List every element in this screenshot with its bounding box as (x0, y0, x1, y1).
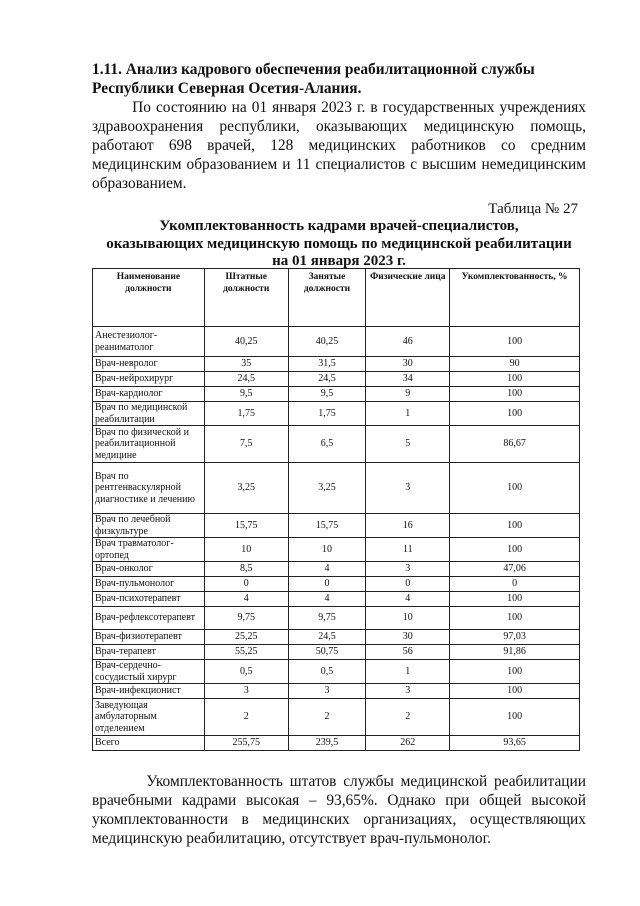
value-cell: 35 (204, 357, 288, 372)
value-cell: 5 (366, 426, 450, 463)
value-cell: 100 (450, 699, 580, 736)
value-cell: 24,5 (288, 372, 366, 387)
position-name-cell: Врач-терапевт (93, 645, 205, 660)
paragraph-line: медицинскую реабилитацию, отсутствует врач-пульмонолог. (92, 830, 492, 847)
value-cell: 8,5 (204, 562, 288, 577)
value-cell: 4 (288, 592, 366, 607)
value-cell: 3 (288, 684, 366, 699)
value-cell: 100 (450, 607, 580, 630)
value-cell: 100 (450, 402, 580, 426)
position-name-cell: Всего (93, 736, 205, 751)
value-cell: 10 (204, 538, 288, 562)
position-name-cell: Врач-невролог (93, 357, 205, 372)
value-cell: 0 (288, 577, 366, 592)
value-cell: 3 (366, 463, 450, 514)
table-row (93, 660, 580, 684)
value-cell: 4 (288, 562, 366, 577)
value-cell: 90 (450, 357, 580, 372)
value-cell: 262 (366, 736, 450, 751)
value-cell: 100 (450, 463, 580, 514)
paragraph-line: медицинским образованием и 11 специалистов с высшим немедицинским (92, 156, 586, 173)
value-cell: 15,75 (288, 514, 366, 538)
table-row (93, 684, 580, 699)
table-row (93, 426, 580, 463)
value-cell: 0 (366, 577, 450, 592)
value-cell: 4 (204, 592, 288, 607)
value-cell: 1 (366, 402, 450, 426)
value-cell: 2 (366, 699, 450, 736)
table-title-line: оказывающих медицинскую помощь по медицинской реабилитации (106, 235, 572, 252)
value-cell: 2 (204, 699, 288, 736)
value-cell: 100 (450, 514, 580, 538)
column-header: Наименование должности (93, 269, 205, 327)
value-cell: 9 (366, 387, 450, 402)
position-name-cell: Врач-психотерапевт (93, 592, 205, 607)
position-name-cell: Заведующая амбулаторным отделением (93, 699, 205, 736)
value-cell: 34 (366, 372, 450, 387)
table-row (93, 372, 580, 387)
position-name-cell: Врач-онколог (93, 562, 205, 577)
section-heading (92, 60, 586, 98)
value-cell: 6,5 (288, 426, 366, 463)
value-cell: 1 (366, 660, 450, 684)
value-cell: 30 (366, 630, 450, 645)
value-cell: 10 (288, 538, 366, 562)
value-cell: 239,5 (288, 736, 366, 751)
column-header: Физические лица (366, 269, 450, 327)
value-cell: 30 (366, 357, 450, 372)
position-name-cell: Врач по медицинской реабилитации (93, 402, 205, 426)
section-heading-line: 1.11. Анализ кадрового обеспечения реабилитационной службы (92, 61, 535, 78)
paragraph-line: образованием. (92, 175, 187, 192)
value-cell: 1,75 (204, 402, 288, 426)
column-header: Занятые должности (288, 269, 366, 327)
table-title-line: Укомплектованность кадрами врачей-специалистов, (159, 218, 519, 234)
value-cell: 0 (450, 577, 580, 592)
value-cell: 55,25 (204, 645, 288, 660)
value-cell: 100 (450, 372, 580, 387)
value-cell: 100 (450, 387, 580, 402)
position-name-cell: Врач-нейрохирург (93, 372, 205, 387)
value-cell: 9,5 (204, 387, 288, 402)
table-row (93, 514, 580, 538)
value-cell: 100 (450, 660, 580, 684)
value-cell: 16 (366, 514, 450, 538)
value-cell: 15,75 (204, 514, 288, 538)
position-name-cell: Врач-рефлексотерапевт (93, 607, 205, 630)
value-cell: 47,06 (450, 562, 580, 577)
table-row (93, 736, 580, 751)
paragraph-line: здравоохранения республики, оказывающих медицинскую помощь, (92, 118, 586, 135)
value-cell: 0 (204, 577, 288, 592)
table-row (93, 327, 580, 357)
value-cell: 11 (366, 538, 450, 562)
value-cell: 2 (288, 699, 366, 736)
value-cell: 9,75 (204, 607, 288, 630)
table-header-row (93, 269, 580, 327)
position-name-cell: Врач-физиотерапевт (93, 630, 205, 645)
table-row (93, 402, 580, 426)
value-cell: 3 (366, 684, 450, 699)
value-cell: 56 (366, 645, 450, 660)
value-cell: 7,5 (204, 426, 288, 463)
value-cell: 46 (366, 327, 450, 357)
value-cell: 3 (204, 684, 288, 699)
position-name-cell: Врач по рентгенваскулярной диагностике и лечению (93, 463, 205, 514)
table-body (93, 327, 580, 751)
table-number: Таблица № 27 (488, 201, 578, 217)
paragraph-line: врачебными кадрами высокая – 93,65%. Однако при общей высокой (92, 792, 586, 809)
section-heading-line: Республики Северная Осетия-Алания. (92, 80, 362, 97)
table-row (93, 387, 580, 402)
value-cell: 9,5 (288, 387, 366, 402)
value-cell: 50,75 (288, 645, 366, 660)
value-cell: 40,25 (204, 327, 288, 357)
position-name-cell: Врач по лечебной физкультуре (93, 514, 205, 538)
position-name-cell: Врач-пульмонолог (93, 577, 205, 592)
paragraph-line: укомплектованности в медицинских организациях, осуществляющих (92, 811, 586, 828)
table-row (93, 357, 580, 372)
table-title-line: на 01 января 2023 г. (272, 253, 406, 269)
table-row (93, 577, 580, 592)
intro-paragraph (92, 98, 586, 193)
value-cell: 3,25 (204, 463, 288, 514)
table-row (93, 645, 580, 660)
value-cell: 3,25 (288, 463, 366, 514)
position-name-cell: Врач-инфекционист (93, 684, 205, 699)
value-cell: 97,03 (450, 630, 580, 645)
column-header: Штатные должности (204, 269, 288, 327)
table-row (93, 592, 580, 607)
position-name-cell: Врач-кардиолог (93, 387, 205, 402)
value-cell: 93,65 (450, 736, 580, 751)
value-cell: 24,5 (288, 630, 366, 645)
value-cell: 100 (450, 592, 580, 607)
value-cell: 3 (366, 562, 450, 577)
value-cell: 100 (450, 538, 580, 562)
table-row (93, 562, 580, 577)
value-cell: 9,75 (288, 607, 366, 630)
value-cell: 86,67 (450, 426, 580, 463)
table-row (93, 463, 580, 514)
table-row (93, 607, 580, 630)
table-title (92, 218, 586, 271)
value-cell: 0,5 (204, 660, 288, 684)
table-row (93, 538, 580, 562)
position-name-cell: Врач травматолог-ортопед (93, 538, 205, 562)
value-cell: 4 (366, 592, 450, 607)
paragraph-line: работают 698 врачей, 128 медицинских работников со средним (92, 137, 586, 154)
table-row (93, 630, 580, 645)
value-cell: 25,25 (204, 630, 288, 645)
value-cell: 10 (366, 607, 450, 630)
table-row (93, 699, 580, 736)
conclusion-paragraph (92, 772, 586, 848)
value-cell: 91,86 (450, 645, 580, 660)
position-name-cell: Врач-сердечно-сосудистый хирург (93, 660, 205, 684)
column-header: Укомплектованность, % (450, 269, 580, 327)
value-cell: 0,5 (288, 660, 366, 684)
paragraph-line: Укомплектованность штатов службы медицинской реабилитации (92, 773, 586, 790)
staffing-table (92, 268, 580, 751)
value-cell: 100 (450, 327, 580, 357)
position-name-cell: Врач по физической и реабилитационной медицине (93, 426, 205, 463)
value-cell: 24,5 (204, 372, 288, 387)
value-cell: 255,75 (204, 736, 288, 751)
position-name-cell: Анестезиолог-реаниматолог (93, 327, 205, 357)
value-cell: 40,25 (288, 327, 366, 357)
value-cell: 100 (450, 684, 580, 699)
value-cell: 1,75 (288, 402, 366, 426)
paragraph-line: По состоянию на 01 января 2023 г. в государственных учреждениях (92, 99, 586, 116)
value-cell: 31,5 (288, 357, 366, 372)
